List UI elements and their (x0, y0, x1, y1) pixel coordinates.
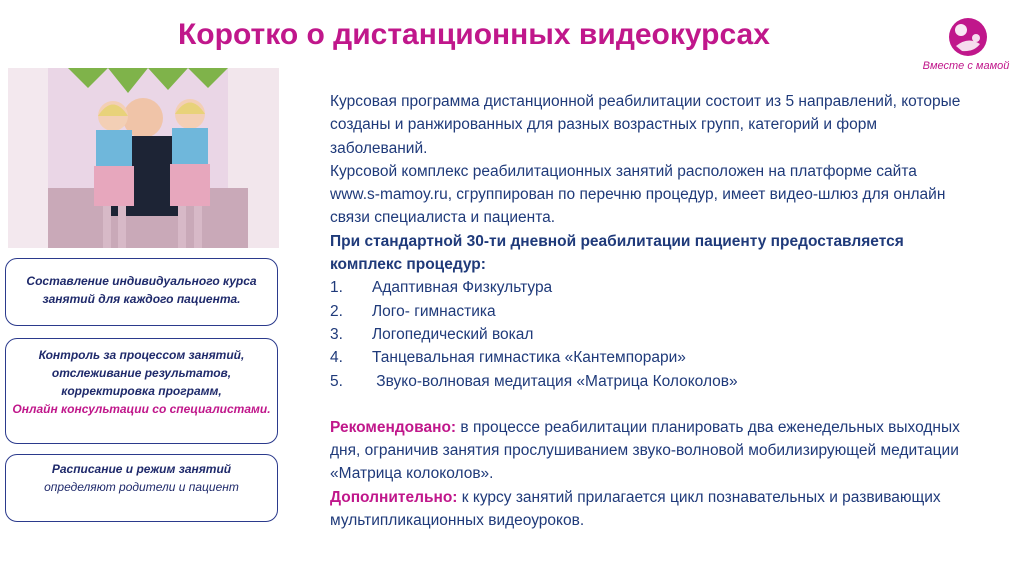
family-photo-icon (8, 68, 279, 248)
info-box-online-consult-text: Онлайн консультации со специалистами. (12, 402, 271, 416)
info-box-individual-course-text: Составление индивидуального курса занятий для каждого пациента. (26, 274, 257, 306)
page-title: Коротко о дистанционных видеокурсах (178, 18, 770, 51)
list-item: 5. Звуко-волновая медитация «Матрица Колоколов» (330, 372, 738, 390)
recommended-paragraph (330, 416, 970, 486)
brand-logo-text: Вместе с мамой (922, 60, 1010, 72)
info-box-schedule-line2: определяют родители и пациент (44, 480, 239, 494)
list-item: 3. Логопедический вокал (330, 325, 534, 343)
procedures-heading: При стандартной 30-ти дневной реабилитации пациенту предоставляется комплекс процедур: (330, 232, 904, 274)
procedures-list (330, 276, 970, 392)
info-box-schedule (5, 454, 278, 522)
spacer (330, 393, 970, 416)
info-box-schedule-line1: Расписание и режим занятий (51, 462, 232, 476)
family-photo (8, 68, 279, 248)
recommended-label: Рекомендовано: (330, 418, 457, 436)
list-item: 1. Адаптивная Физкультура (330, 279, 553, 297)
brand-logo (916, 16, 1016, 78)
recommended-text: в процессе реабилитации планировать два еженедельных выходных дня, ограничив занятия прослушиванием звуко-волновой мобилизирующей медитации «Матрица колоколов». (330, 418, 960, 483)
info-box-individual-course (5, 258, 278, 326)
intro-paragraph: Курсовая программа дистанционной реабилитации состоит из 5 направлений, которые созданы и ранжированных для разных возрастных групп, категорий и форм заболеваний. (330, 93, 961, 157)
list-item: 2. Лого- гимнастика (330, 302, 496, 320)
additional-paragraph (330, 486, 970, 533)
brand-logo-icon (916, 16, 1016, 60)
main-content (330, 90, 970, 532)
info-box-progress-control-text: Контроль за процессом занятий, отслеживание результатов, корректировка программ, (38, 348, 245, 398)
list-item: 4. Танцевальная гимнастика «Кантемпорари» (330, 349, 686, 367)
info-box-progress-control (5, 338, 278, 444)
platform-paragraph: Курсовой комплекс реабилитационных занятий расположен на платформе сайта www.s-mamoy.ru, сгруппирован по перечню процедур, имеет видео-шлюз для онлайн связи специалиста и пациента. (330, 162, 946, 227)
additional-label: Дополнительно: (330, 488, 458, 506)
additional-text: к курсу занятий прилагается цикл познавательных и развивающих мультипликационных видеоуроков. (330, 488, 941, 530)
